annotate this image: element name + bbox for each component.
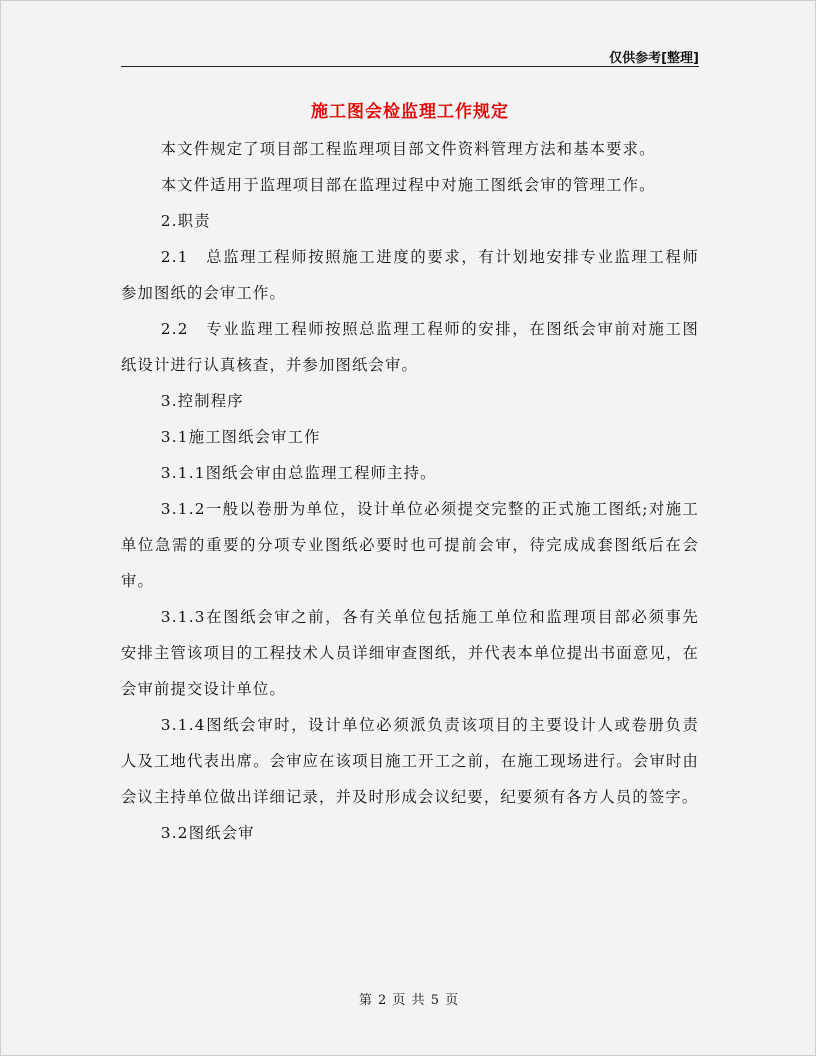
document-body [121, 131, 699, 851]
paragraph: 本文件规定了项目部工程监理项目部文件资料管理方法和基本要求。 [160, 140, 656, 158]
page-footer: 第 2 页 共 5 页 [358, 993, 460, 1008]
paragraph: 3.1.4图纸会审时，设计单位必须派负责该项目的主要设计人或卷册负责人及工地代表出席。会审应在该项目施工开工之前，在施工现场进行。会审时由会议主持单位做出详细记录，并及时形成会议纪要，纪要须有各方人员的签字。 [121, 716, 699, 806]
paragraph: 2.2 专业监理工程师按照总监理工程师的安排，在图纸会审前对施工图纸设计进行认真核查，并参加图纸会审。 [121, 320, 699, 374]
section-heading: 3.控制程序 [160, 392, 244, 410]
paragraph: 3.1.1图纸会审由总监理工程师主持。 [160, 464, 437, 482]
paragraph: 2.1 总监理工程师按照施工进度的要求，有计划地安排专业监理工程师参加图纸的会审工作。 [121, 248, 699, 302]
document-title: 施工图会检监理工作规定 [311, 102, 509, 122]
paragraph: 本文件适用于监理项目部在监理过程中对施工图纸会审的管理工作。 [160, 176, 656, 194]
subsection-heading: 3.2图纸会审 [160, 824, 255, 842]
page-header [121, 45, 699, 67]
section-heading: 2.职责 [160, 212, 211, 230]
header-label: 仅供参考[整理] [609, 51, 699, 66]
paragraph: 3.1.3在图纸会审之前，各有关单位包括施工单位和监理项目部必须事先安排主管该项目的工程技术人员详细审查图纸，并代表本单位提出书面意见，在会审前提交设计单位。 [121, 608, 699, 698]
subsection-heading: 3.1施工图纸会审工作 [160, 428, 321, 446]
paragraph: 3.1.2一般以卷册为单位，设计单位必须提交完整的正式施工图纸;对施工单位急需的重要的分项专业图纸必要时也可提前会审，待完成成套图纸后在会审。 [121, 500, 699, 590]
